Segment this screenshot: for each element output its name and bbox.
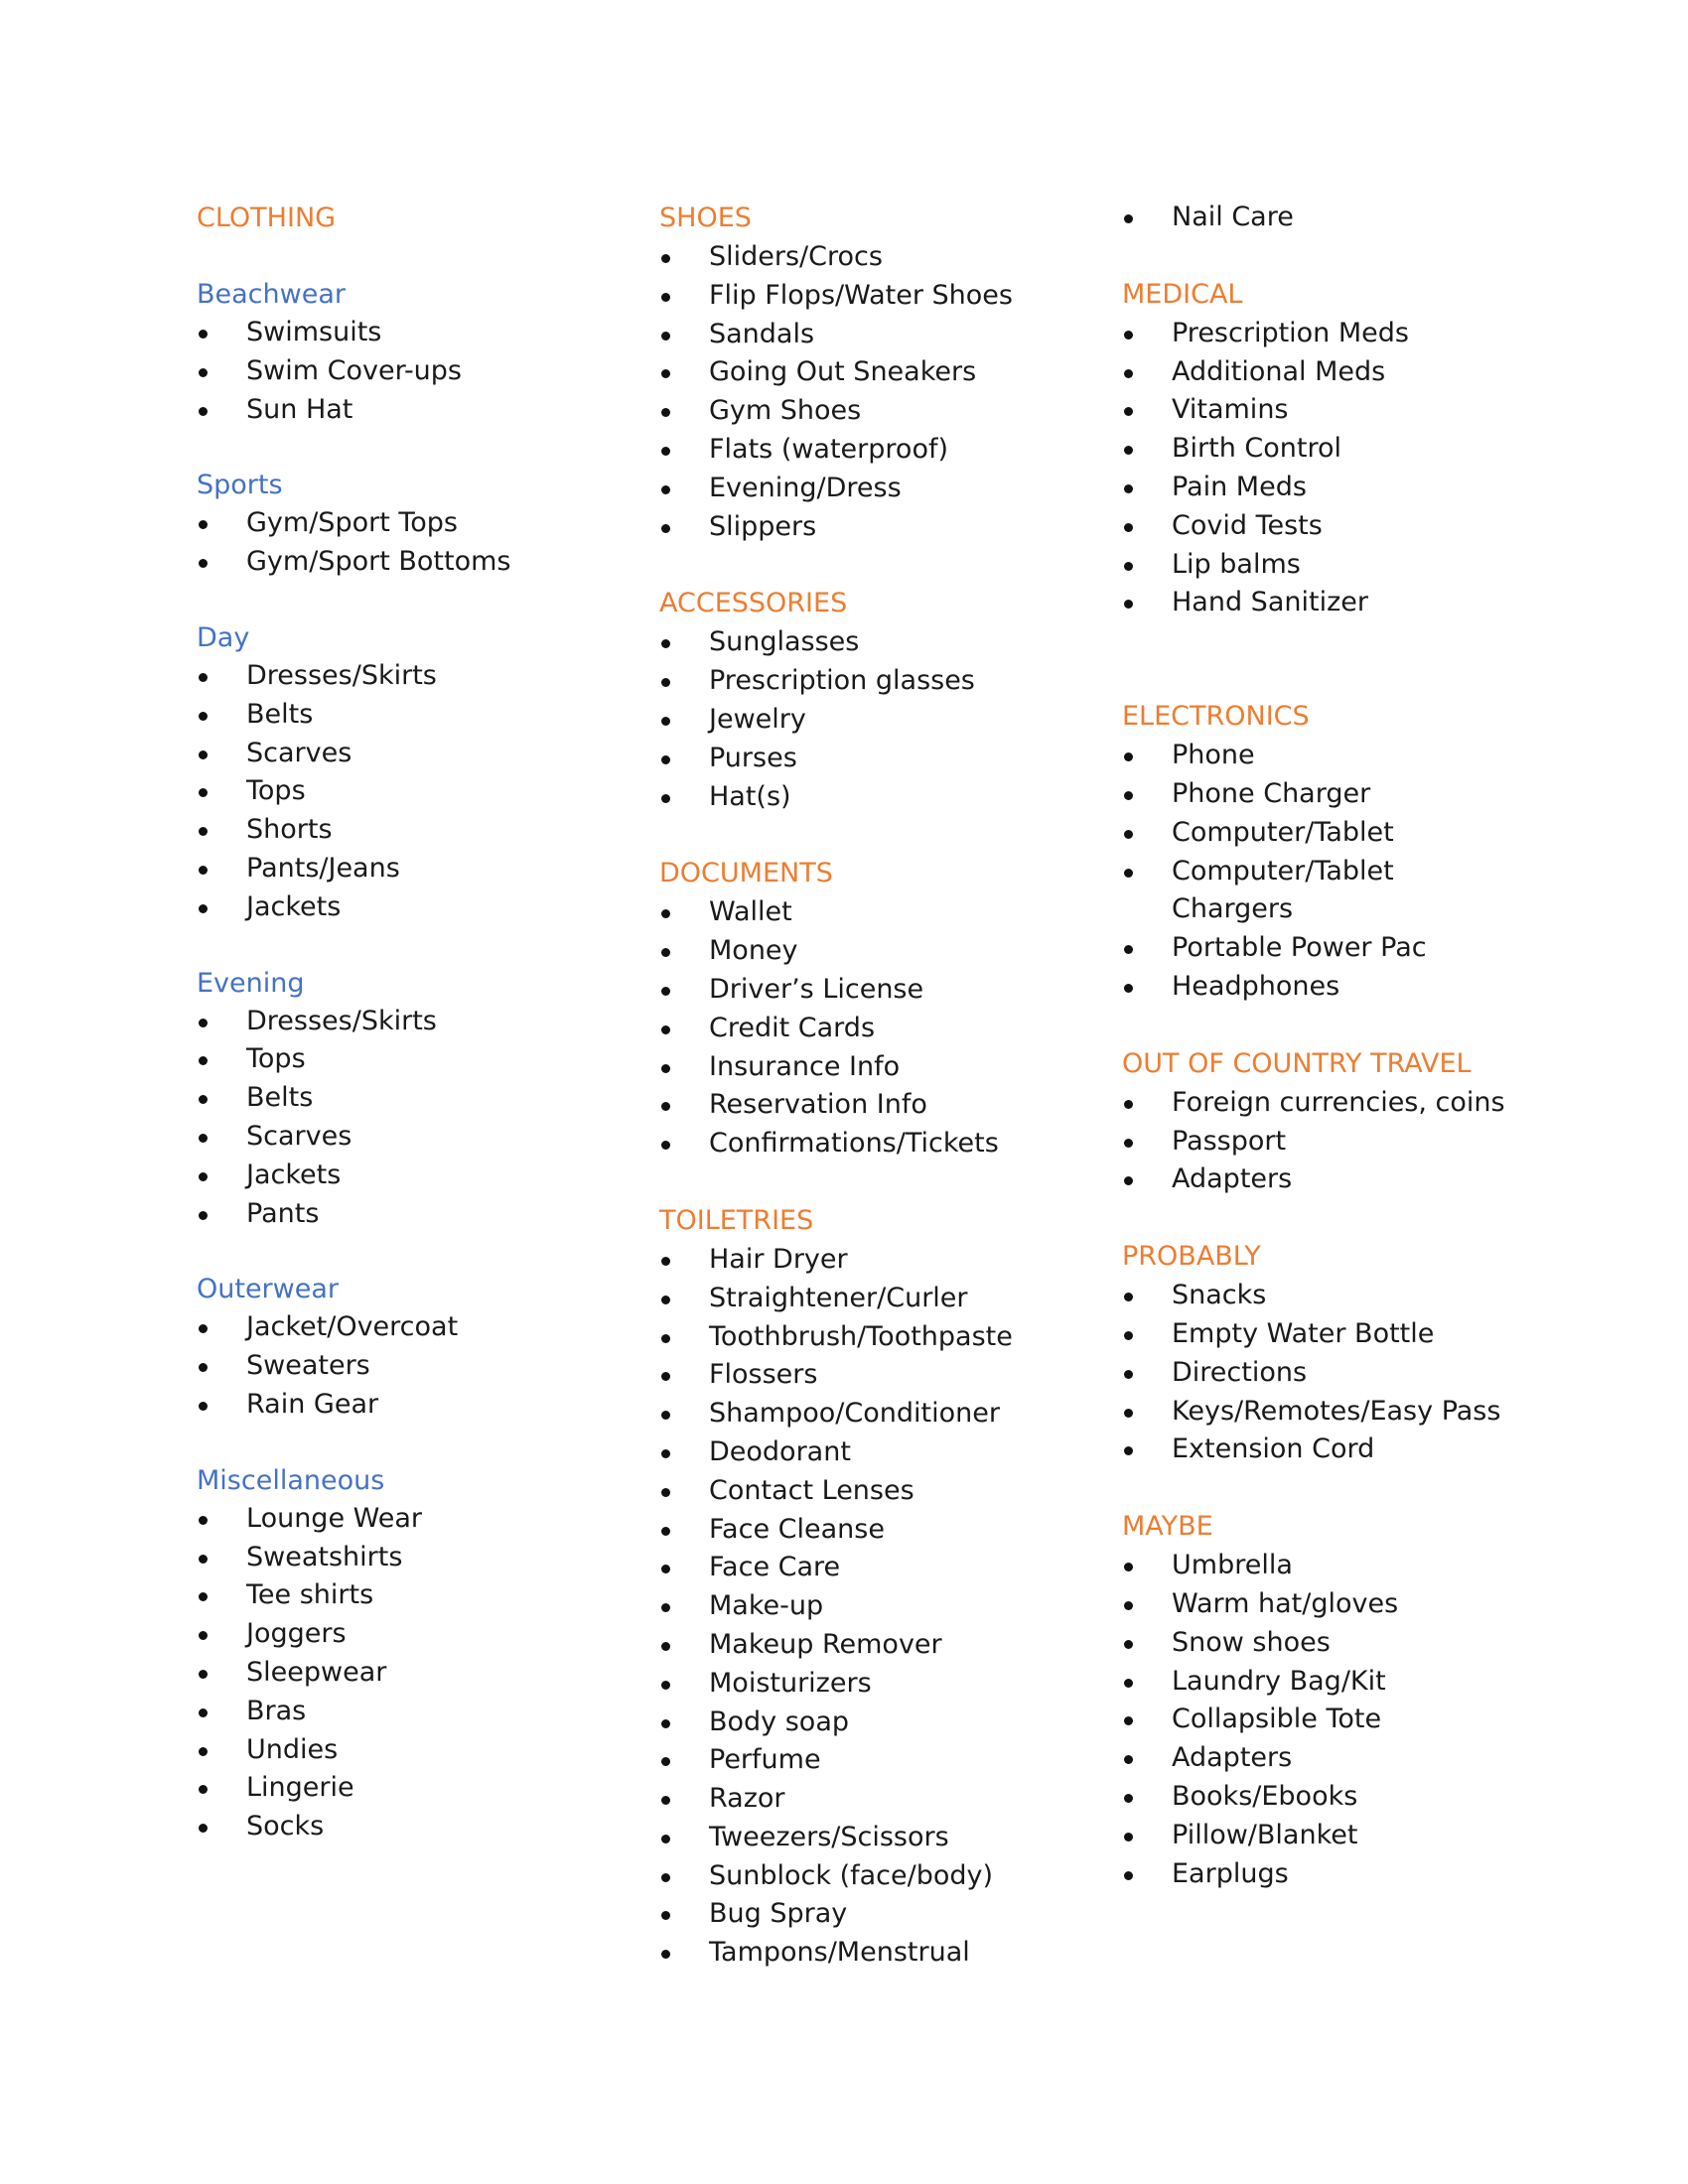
list-probably [1122, 1277, 1559, 1469]
wrapped-item-text: Computer/Tablet Chargers [1172, 855, 1394, 925]
list-maybe [1122, 1547, 1559, 1893]
list-item: Scarves [197, 1118, 633, 1157]
list-item: Toothbrush/Toothpaste [659, 1318, 1096, 1357]
list-item: Money [659, 932, 1096, 971]
list-item: Rain Gear [197, 1386, 633, 1425]
subcategory-heading-outerwear: Outerwear [197, 1274, 340, 1305]
list-accessories [659, 623, 1096, 816]
list-item: Sweatshirts [197, 1539, 633, 1577]
list-medical [1122, 315, 1559, 622]
category-heading-clothing: CLOTHING [197, 203, 337, 233]
list-item: Dresses/Skirts [197, 1003, 633, 1041]
list-item: Sunglasses [659, 623, 1096, 662]
list-item: Sunblock (face/body) [659, 1857, 1096, 1896]
list-item: Socks [197, 1808, 633, 1846]
category-heading-electronics: ELECTRONICS [1122, 701, 1310, 733]
list-item: Make-up [659, 1587, 1096, 1626]
list-item: Laundry Bag/Kit [1122, 1663, 1559, 1702]
list-item: Headphones [1122, 968, 1559, 1007]
subcategory-heading-beachwear: Beachwear [197, 279, 346, 310]
list-item: Credit Cards [659, 1010, 1096, 1048]
list-documents [659, 893, 1096, 1163]
list-item: Lingerie [197, 1769, 633, 1808]
column-medical-to-maybe [1122, 199, 1559, 1893]
list-item: Foreign currencies, coins [1122, 1084, 1559, 1123]
list-outerwear [197, 1308, 633, 1424]
subcategory-heading-day: Day [197, 621, 250, 653]
list-item: Straightener/Curler [659, 1280, 1096, 1318]
list-item: Tops [197, 772, 633, 811]
list-item: Moisturizers [659, 1665, 1096, 1704]
list-item: Passport [1122, 1123, 1559, 1161]
list-item: Tee shirts [197, 1576, 633, 1615]
list-item: Driver’s License [659, 971, 1096, 1010]
list-item: Phone [1122, 737, 1559, 775]
list-item: Swimsuits [197, 314, 633, 352]
list-item: Flossers [659, 1356, 1096, 1395]
list-item: Computer/Tablet [1122, 814, 1559, 853]
list-item: Pillow/Blanket [1122, 1817, 1559, 1855]
list-item: Joggers [197, 1615, 633, 1654]
list-item: Hat(s) [659, 778, 1096, 817]
list-item: Earplugs [1122, 1855, 1559, 1894]
list-item: Face Care [659, 1549, 1096, 1587]
list-item: Body soap [659, 1704, 1096, 1742]
list-item: Adapters [1122, 1739, 1559, 1778]
list-item: Directions [1122, 1354, 1559, 1393]
list-item: Flats (waterproof) [659, 431, 1096, 470]
list-item: Purses [659, 740, 1096, 778]
list-item: Nail Care [1122, 199, 1559, 237]
list-item: Scarves [197, 735, 633, 773]
list-item: Gym/Sport Tops [197, 504, 633, 543]
list-item: Wallet [659, 893, 1096, 932]
category-heading-shoes: SHOES [659, 203, 752, 233]
list-item: Sleepwear [197, 1654, 633, 1693]
category-heading-probably: PROBABLY [1122, 1241, 1261, 1273]
list-item: Undies [197, 1731, 633, 1770]
list-evening [197, 1003, 633, 1234]
category-heading-medical: MEDICAL [1122, 278, 1243, 310]
list-item: Swim Cover-ups [197, 352, 633, 391]
list-item: Pants [197, 1195, 633, 1234]
category-heading-maybe: MAYBE [1122, 1511, 1213, 1543]
category-heading-out-of-country-travel: OUT OF COUNTRY TRAVEL [1122, 1047, 1472, 1079]
list-item: Prescription glasses [659, 662, 1096, 701]
list-miscellaneous [197, 1500, 633, 1846]
list-item: Sliders/Crocs [659, 238, 1096, 277]
list-item: Belts [197, 696, 633, 735]
column-clothing [197, 199, 633, 1846]
list-item: Prescription Meds [1122, 315, 1559, 353]
list-item: Birth Control [1122, 430, 1559, 469]
list-item: Perfume [659, 1741, 1096, 1780]
category-heading-toiletries: TOILETRIES [659, 1204, 814, 1236]
list-item: Adapters [1122, 1160, 1559, 1199]
list-item: Razor [659, 1780, 1096, 1819]
list-item: Shorts [197, 811, 633, 850]
list-item: Empty Water Bottle [1122, 1315, 1559, 1354]
list-item: Gym Shoes [659, 392, 1096, 431]
list-item: Vitamins [1122, 391, 1559, 430]
list-item: Extension Cord [1122, 1431, 1559, 1469]
list-item: Phone Charger [1122, 775, 1559, 814]
list-item: Insurance Info [659, 1048, 1096, 1087]
list-item: Warm hat/gloves [1122, 1585, 1559, 1624]
list-day [197, 657, 633, 927]
list-out-of-country-travel [1122, 1084, 1559, 1199]
list-item: Jewelry [659, 701, 1096, 740]
list-item: Tweezers/Scissors [659, 1819, 1096, 1857]
list-item: Lounge Wear [197, 1500, 633, 1539]
list-item: Shampoo/Conditioner [659, 1395, 1096, 1433]
list-item: Flip Flops/Water Shoes [659, 277, 1096, 316]
list-item: Tops [197, 1040, 633, 1079]
list-item: Belts [197, 1079, 633, 1118]
list-sports [197, 504, 633, 582]
list-item: Jackets [197, 888, 633, 927]
list-item: Lip balms [1122, 546, 1559, 585]
list-beachwear [197, 314, 633, 429]
list-item: Pants/Jeans [197, 850, 633, 888]
list-item: Going Out Sneakers [659, 353, 1096, 392]
category-heading-documents: DOCUMENTS [659, 858, 833, 889]
subcategory-heading-evening: Evening [197, 967, 305, 999]
column-shoes-to-toiletries [659, 199, 1096, 1973]
list-item [1122, 853, 1559, 930]
list-item: Covid Tests [1122, 507, 1559, 546]
list-item: Bras [197, 1693, 633, 1731]
list-item: Books/Ebooks [1122, 1778, 1559, 1817]
list-item: Jacket/Overcoat [197, 1308, 633, 1347]
list-item: Snow shoes [1122, 1624, 1559, 1663]
list-item: Snacks [1122, 1277, 1559, 1315]
list-item: Portable Power Pac [1122, 929, 1559, 968]
list-item: Confirmations/Tickets [659, 1125, 1096, 1163]
category-heading-accessories: ACCESSORIES [659, 588, 848, 619]
list-item: Pain Meds [1122, 469, 1559, 507]
list-toiletries-continued [1122, 199, 1559, 237]
list-item: Makeup Remover [659, 1626, 1096, 1665]
list-item: Keys/Remotes/Easy Pass [1122, 1393, 1559, 1432]
list-item: Bug Spray [659, 1895, 1096, 1934]
subcategory-heading-miscellaneous: Miscellaneous [197, 1464, 385, 1496]
list-item: Dresses/Skirts [197, 657, 633, 696]
list-item: Hand Sanitizer [1122, 584, 1559, 622]
list-item: Gym/Sport Bottoms [197, 543, 633, 582]
list-item: Face Cleanse [659, 1511, 1096, 1550]
list-item: Slippers [659, 508, 1096, 547]
list-item: Hair Dryer [659, 1241, 1096, 1280]
list-item: Sandals [659, 316, 1096, 354]
list-electronics [1122, 737, 1559, 1007]
list-item: Reservation Info [659, 1086, 1096, 1125]
list-toiletries [659, 1241, 1096, 1973]
list-item: Contact Lenses [659, 1472, 1096, 1511]
list-item: Evening/Dress [659, 470, 1096, 508]
list-item: Sun Hat [197, 391, 633, 430]
list-shoes [659, 238, 1096, 546]
list-item: Jackets [197, 1157, 633, 1195]
list-item: Tampons/Menstrual [659, 1934, 1096, 1973]
subcategory-heading-sports: Sports [197, 470, 283, 501]
list-item: Collapsible Tote [1122, 1701, 1559, 1739]
list-item: Additional Meds [1122, 353, 1559, 392]
list-item: Deodorant [659, 1433, 1096, 1472]
list-item: Sweaters [197, 1347, 633, 1386]
list-item: Umbrella [1122, 1547, 1559, 1585]
